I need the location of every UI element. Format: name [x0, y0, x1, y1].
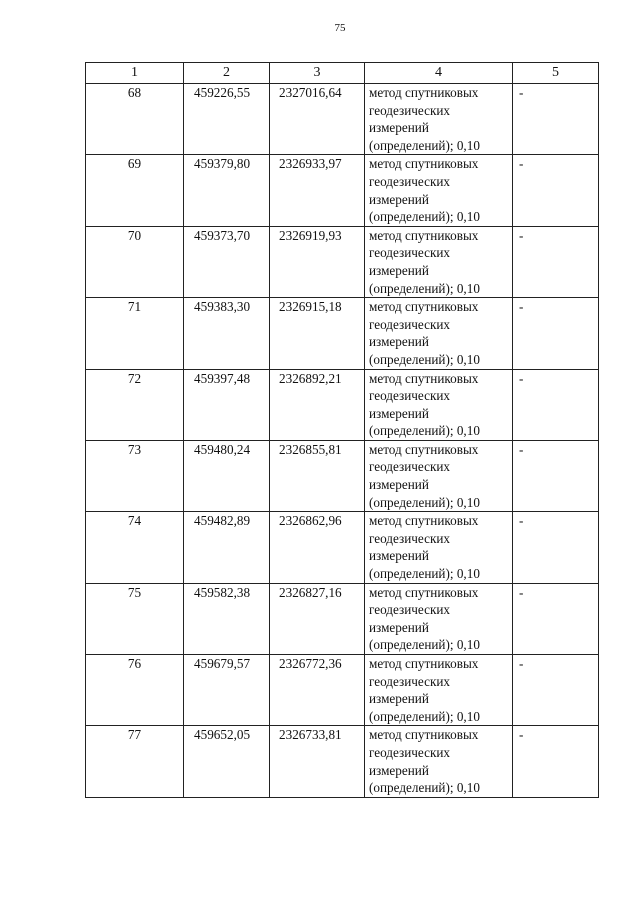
method-text-line: геодезических — [369, 173, 451, 189]
method-text-line: геодезических — [369, 245, 451, 261]
table-row — [86, 84, 599, 155]
table-row — [86, 369, 599, 440]
x-coordinate-cell: 459480,24 — [184, 440, 270, 511]
point-number-cell: 77 — [86, 726, 184, 797]
method-text-line: метод спутниковых — [369, 727, 479, 743]
method-text-line: измерений — [369, 262, 429, 278]
method-cell — [365, 512, 513, 583]
note-cell: - — [513, 84, 599, 155]
method-cell — [365, 583, 513, 654]
method-text-line: геодезических — [369, 459, 451, 475]
point-number-cell: 75 — [86, 583, 184, 654]
column-header: 2 — [184, 63, 270, 84]
method-text-line: измерений — [369, 405, 429, 421]
y-coordinate-cell: 2326862,96 — [270, 512, 365, 583]
note-cell: - — [513, 726, 599, 797]
method-text-line: геодезических — [369, 530, 451, 546]
point-number-cell: 73 — [86, 440, 184, 511]
y-coordinate-cell: 2326915,18 — [270, 298, 365, 369]
point-number-cell: 72 — [86, 369, 184, 440]
method-text-line: измерений — [369, 191, 429, 207]
method-text-line: геодезических — [369, 102, 451, 118]
method-text-line: метод спутниковых — [369, 156, 479, 172]
coordinates-table — [85, 62, 599, 798]
column-header: 4 — [365, 63, 513, 84]
y-coordinate-cell: 2326772,36 — [270, 655, 365, 726]
method-text-line: геодезических — [369, 673, 451, 689]
method-text-line: метод спутниковых — [369, 370, 479, 386]
method-text-line: (определений); 0,10 — [369, 209, 480, 225]
note-cell: - — [513, 655, 599, 726]
table-row — [86, 440, 599, 511]
column-header: 5 — [513, 63, 599, 84]
x-coordinate-cell: 459379,80 — [184, 155, 270, 226]
method-text-line: измерений — [369, 120, 429, 136]
method-cell — [365, 369, 513, 440]
method-text-line: метод спутниковых — [369, 584, 479, 600]
method-text-line: метод спутниковых — [369, 85, 479, 100]
point-number-cell: 69 — [86, 155, 184, 226]
method-text-line: (определений); 0,10 — [369, 780, 480, 796]
method-cell — [365, 84, 513, 155]
x-coordinate-cell: 459226,55 — [184, 84, 270, 155]
note-cell: - — [513, 440, 599, 511]
point-number-cell: 76 — [86, 655, 184, 726]
table-row — [86, 655, 599, 726]
y-coordinate-cell: 2327016,64 — [270, 84, 365, 155]
method-text-line: измерений — [369, 548, 429, 564]
table-header-row — [86, 63, 599, 84]
y-coordinate-cell: 2326827,16 — [270, 583, 365, 654]
method-text-line: метод спутниковых — [369, 513, 479, 529]
point-number-cell: 68 — [86, 84, 184, 155]
method-text-line: (определений); 0,10 — [369, 137, 480, 153]
method-cell — [365, 298, 513, 369]
column-header: 3 — [270, 63, 365, 84]
note-cell: - — [513, 298, 599, 369]
method-text-line: (определений); 0,10 — [369, 637, 480, 653]
method-text-line: геодезических — [369, 602, 451, 618]
method-cell — [365, 655, 513, 726]
method-text-line: измерений — [369, 691, 429, 707]
method-text-line: метод спутниковых — [369, 227, 479, 243]
note-cell: - — [513, 226, 599, 297]
method-text-line: (определений); 0,10 — [369, 351, 480, 367]
x-coordinate-cell: 459383,30 — [184, 298, 270, 369]
y-coordinate-cell: 2326933,97 — [270, 155, 365, 226]
method-cell — [365, 226, 513, 297]
method-text-line: метод спутниковых — [369, 656, 479, 671]
method-cell — [365, 155, 513, 226]
method-cell — [365, 440, 513, 511]
table-row — [86, 726, 599, 797]
method-text-line: измерений — [369, 477, 429, 493]
method-text-line: геодезических — [369, 744, 451, 760]
column-header: 1 — [86, 63, 184, 84]
table-row — [86, 298, 599, 369]
method-cell — [365, 726, 513, 797]
method-text-line: (определений); 0,10 — [369, 280, 480, 296]
page-number: 75 — [334, 22, 346, 34]
point-number-cell: 70 — [86, 226, 184, 297]
x-coordinate-cell: 459373,70 — [184, 226, 270, 297]
table-row — [86, 583, 599, 654]
point-number-cell: 74 — [86, 512, 184, 583]
method-text-line: метод спутниковых — [369, 441, 479, 457]
note-cell: - — [513, 583, 599, 654]
table-row — [86, 226, 599, 297]
point-number-cell: 71 — [86, 298, 184, 369]
table-body — [86, 84, 599, 798]
note-cell: - — [513, 155, 599, 226]
method-text-line: метод спутниковых — [369, 299, 479, 315]
method-text-line: измерений — [369, 762, 429, 778]
table-row — [86, 155, 599, 226]
note-cell: - — [513, 512, 599, 583]
y-coordinate-cell: 2326733,81 — [270, 726, 365, 797]
x-coordinate-cell: 459397,48 — [184, 369, 270, 440]
method-text-line: (определений); 0,10 — [369, 566, 480, 582]
method-text-line: (определений); 0,10 — [369, 708, 480, 724]
x-coordinate-cell: 459652,05 — [184, 726, 270, 797]
x-coordinate-cell: 459582,38 — [184, 583, 270, 654]
note-cell: - — [513, 369, 599, 440]
y-coordinate-cell: 2326855,81 — [270, 440, 365, 511]
method-text-line: (определений); 0,10 — [369, 494, 480, 510]
table-row — [86, 512, 599, 583]
y-coordinate-cell: 2326919,93 — [270, 226, 365, 297]
y-coordinate-cell: 2326892,21 — [270, 369, 365, 440]
method-text-line: измерений — [369, 334, 429, 350]
method-text-line: измерений — [369, 619, 429, 635]
x-coordinate-cell: 459482,89 — [184, 512, 270, 583]
method-text-line: геодезических — [369, 316, 451, 332]
x-coordinate-cell: 459679,57 — [184, 655, 270, 726]
method-text-line: (определений); 0,10 — [369, 423, 480, 439]
method-text-line: геодезических — [369, 388, 451, 404]
